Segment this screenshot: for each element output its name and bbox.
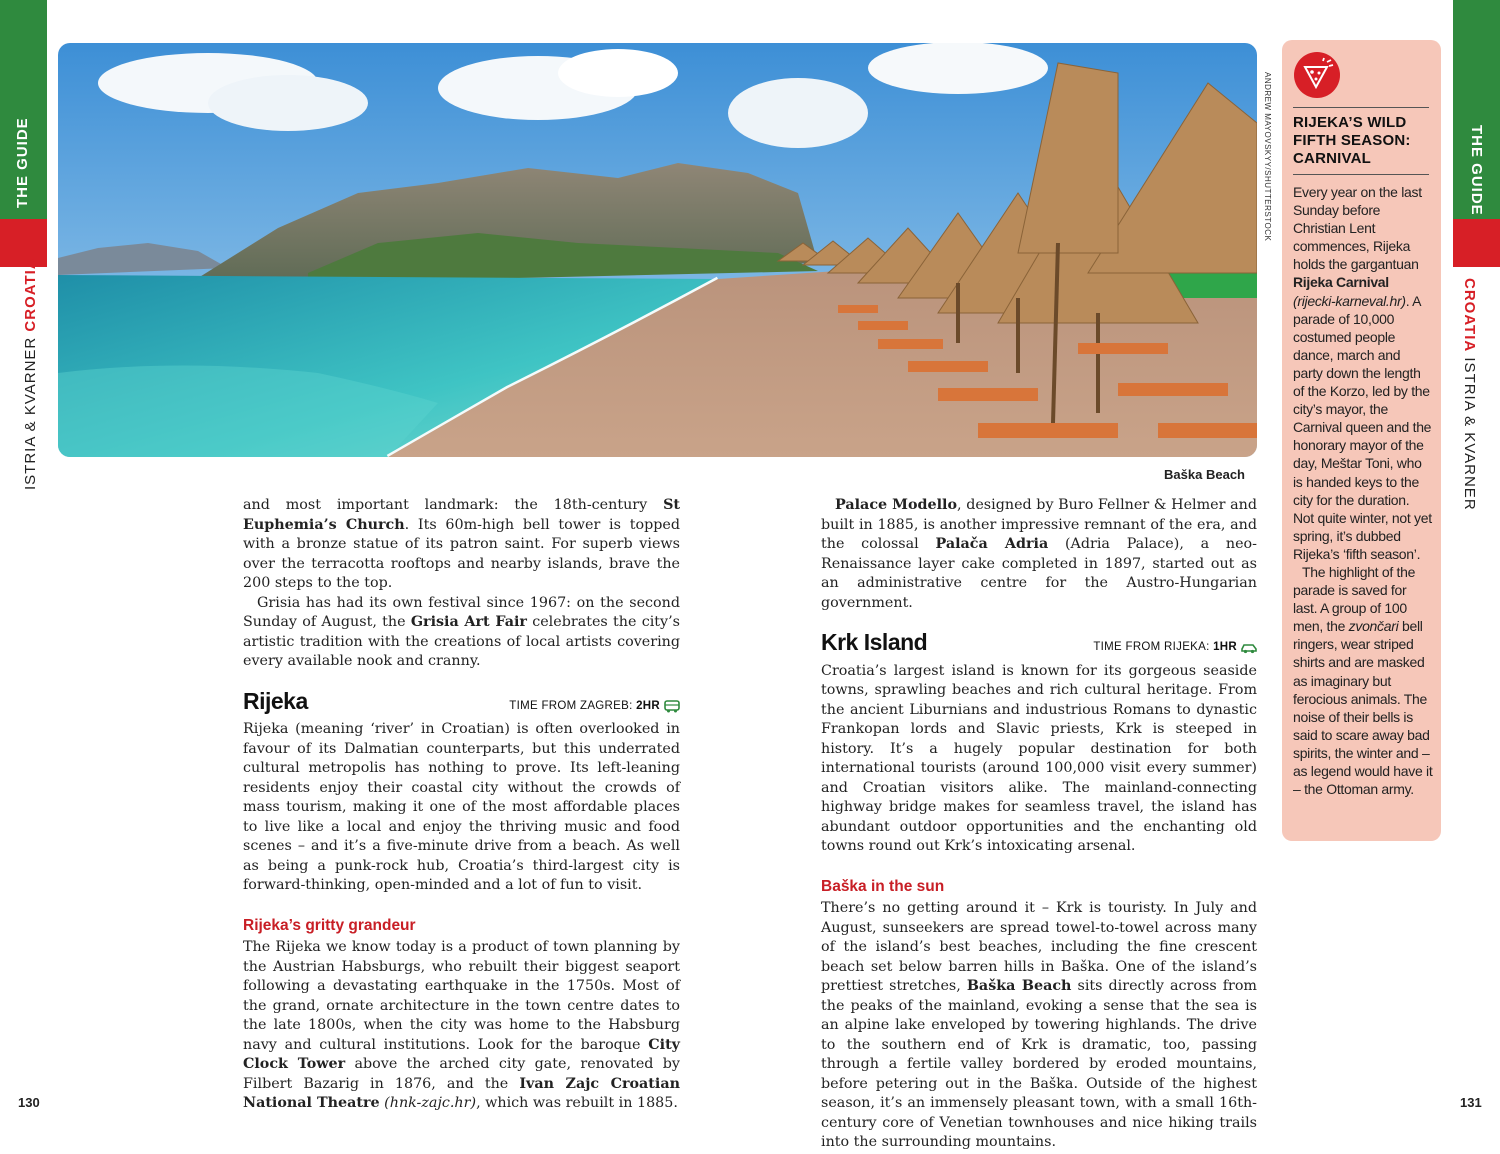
right-guide-label: THE GUIDE xyxy=(1468,125,1485,216)
photo-credit: ANDREW MAYOVSKYY/SHUTTERSTOCK xyxy=(1263,72,1272,242)
sidebar-title: RIJEKA’S WILD FIFTH SEASON: CARNIVAL xyxy=(1293,114,1411,167)
grisia-paragraph-1: and most important landmark: the 18th-century St Euphemia’s Church. Its 60m-high bell tower is topped with a bronze statue of its patron saint. For superb views over the terracotta rooftops and nearby islands, brave the 200 steps to the top. xyxy=(243,497,680,591)
left-column xyxy=(243,496,680,1114)
sidebar-divider-2 xyxy=(1293,174,1429,175)
palace-paragraph: Palace Modello, designed by Buro Fellner & Helmer and built in 1885, is another impressive remnant of the era, and the colossal Palača Adria (Adria Palace), a neo-Renaissance layer cake completed in 1897, started out as an administrative centre for the Austro-Hungarian government. xyxy=(821,497,1257,611)
palace-modello: Palace Modello xyxy=(835,497,958,513)
page-number-right: 131 xyxy=(1460,1095,1482,1110)
rijeka-time: TIME FROM ZAGREB: 2HR xyxy=(509,697,680,717)
car-icon xyxy=(1241,641,1257,654)
rijeka-heading: Rijeka xyxy=(243,687,308,714)
page-number-left: 130 xyxy=(18,1095,40,1110)
gritty-grandeur-subheading: Rijeka’s gritty grandeur xyxy=(243,916,416,934)
left-country-label: CROATIA xyxy=(22,257,39,332)
rijeka-carnival: Rijeka Carnival xyxy=(1293,274,1389,291)
hnk-zajc-url: (hnk-zajc.hr) xyxy=(384,1095,477,1111)
right-red-tab xyxy=(1453,219,1500,267)
gritty-grandeur-paragraph: The Rijeka we know today is a product of town planning by the Austrian Habsburgs, who rebuilt their biggest seaport following a devastating earthquake in the 1750s. Most of the grand, ornate architecture in the town centre dates to the late 1800s, when the city was home to the Habsburg navy and cultural institutions. Look for the baroque City Clock Tower above the arched city gate, renovated by Filbert Bazarig in 1876, and the Ivan Zajc Croatian National Theatre (hnk-zajc.hr), which was rebuilt in 1885. xyxy=(243,939,681,1111)
sidebar-paragraph-2: The highlight of the parade is saved for last. A group of 100 men, the zvončari bell ringers, wear striped shirts and are masked as imaginary but ferocious animals. The noise of their bells is said to scare away bad spirits, the winter and – as legend would have it – the Ottoman army. xyxy=(1293,563,1433,798)
baska-paragraph: There’s no getting around it – Krk is touristy. In July and August, sunseekers are spread towel-to-towel across many of the island’s best beaches, including the fine crescent beach set below barren hills in Baška. One of the island’s prettiest stretches, Baška Beach sits directly across from the peaks of the mainland, evoking a sense that the sea is an alpine lake enveloped by towering highlands. The drive to the southern end of Krk is dramatic, too, passing through a fertile valley bordered by eroded mountains, before petering out in the Baška. Outside of the highest season, it’s an immensely pleasant town, with a small 16th-century core of Venetian townhouses and nice hiking trails into the surrounding mountains. xyxy=(821,900,1257,1150)
right-column xyxy=(821,496,1257,1153)
sidebar-paragraph-1: Every year on the last Sunday before Christian Lent commences, Rijeka holds the gargantuan Rijeka Carnival (rijecki-karneval.hr). A parade of 10,000 costumed people dance, march and party down the length of the Korzo, led by the city’s mayor, the Carnival queen and the honorary mayor of the day, Meštar Toni, who is handed keys to the city for the duration. Not quite winter, not yet spring, it’s dubbed Rijeka’s ‘fifth season’. xyxy=(1293,184,1432,562)
city-clock-tower: City Clock Tower xyxy=(243,1036,680,1072)
palaca-adria: Palača Adria xyxy=(935,536,1049,552)
right-country-label: CROATIA xyxy=(1461,278,1478,353)
carnival-url: (rijecki-karneval.hr) xyxy=(1293,292,1406,309)
right-section-label xyxy=(1461,278,1478,511)
photo-caption: Baška Beach xyxy=(1164,467,1245,482)
bus-icon xyxy=(664,700,680,713)
rijeka-paragraph: Rijeka (meaning ‘river’ in Croatian) is often overlooked in favour of its Dalmatian counterparts, but this underrated cultural metropolis has nothing to prove. Its left-leaning residents enjoy their coastal city without the crowds of mass tourism, making it one of the most affordable places to live like a local and enjoy the thriving music and food scenes – and it’s a five-minute drive from a beach. As well as being a punk-rock hub, Croatia’s third-largest city is forward-thinking, open-minded and a lot of fun to visit. xyxy=(243,721,680,893)
st-euphemia-church: St Euphemia’s Church xyxy=(243,497,680,533)
left-section-label xyxy=(22,257,39,490)
left-region-label: ISTRIA & KVARNER xyxy=(22,336,39,490)
carnival-confetti-icon xyxy=(1293,51,1341,99)
rijeka-heading-row xyxy=(243,687,680,717)
baska-beach-bold: Baška Beach xyxy=(966,978,1072,994)
baska-subheading: Baška in the sun xyxy=(821,877,945,895)
grisia-paragraph-2: Grisia has had its own festival since 1967: on the second Sunday of August, the Grisia Art Fair celebrates the city’s artistic tradition with the creations of local artists covering every available nook and cranny. xyxy=(243,594,680,669)
krk-time: TIME FROM RIJEKA: 1HR xyxy=(1093,638,1257,658)
krk-heading: Krk Island xyxy=(821,629,928,655)
left-guide-label: THE GUIDE xyxy=(14,117,31,208)
krk-paragraph: Croatia’s largest island is known for its gorgeous seaside towns, sprawling beaches and rich cultural heritage. From the ancient Liburnians and industrious Romans to dynastic Frankopan lords and Slavic priests, Krk is steeped in history. It’s a hugely popular destination for both international tourists (around 100,000 visit every summer) and Croatian visitors alike. The mainland-connecting highway bridge makes for seamless travel, the island has abundant outdoor opportunities and the enchanting old towns round out Krk’s intoxicating arsenal. xyxy=(821,662,1257,854)
sidebar-divider xyxy=(1293,107,1429,108)
carnival-sidebar xyxy=(1282,40,1441,841)
zvoncari: zvončari xyxy=(1348,618,1399,635)
baska-beach-photo xyxy=(58,43,1257,457)
krk-heading-row xyxy=(821,629,1257,658)
sidebar-body xyxy=(1293,183,1433,798)
ivan-zajc-theatre: Ivan Zajc Croatian National Theatre xyxy=(243,1075,680,1111)
grisia-art-fair: Grisia Art Fair xyxy=(410,614,527,630)
right-region-label: ISTRIA & KVARNER xyxy=(1461,357,1478,511)
